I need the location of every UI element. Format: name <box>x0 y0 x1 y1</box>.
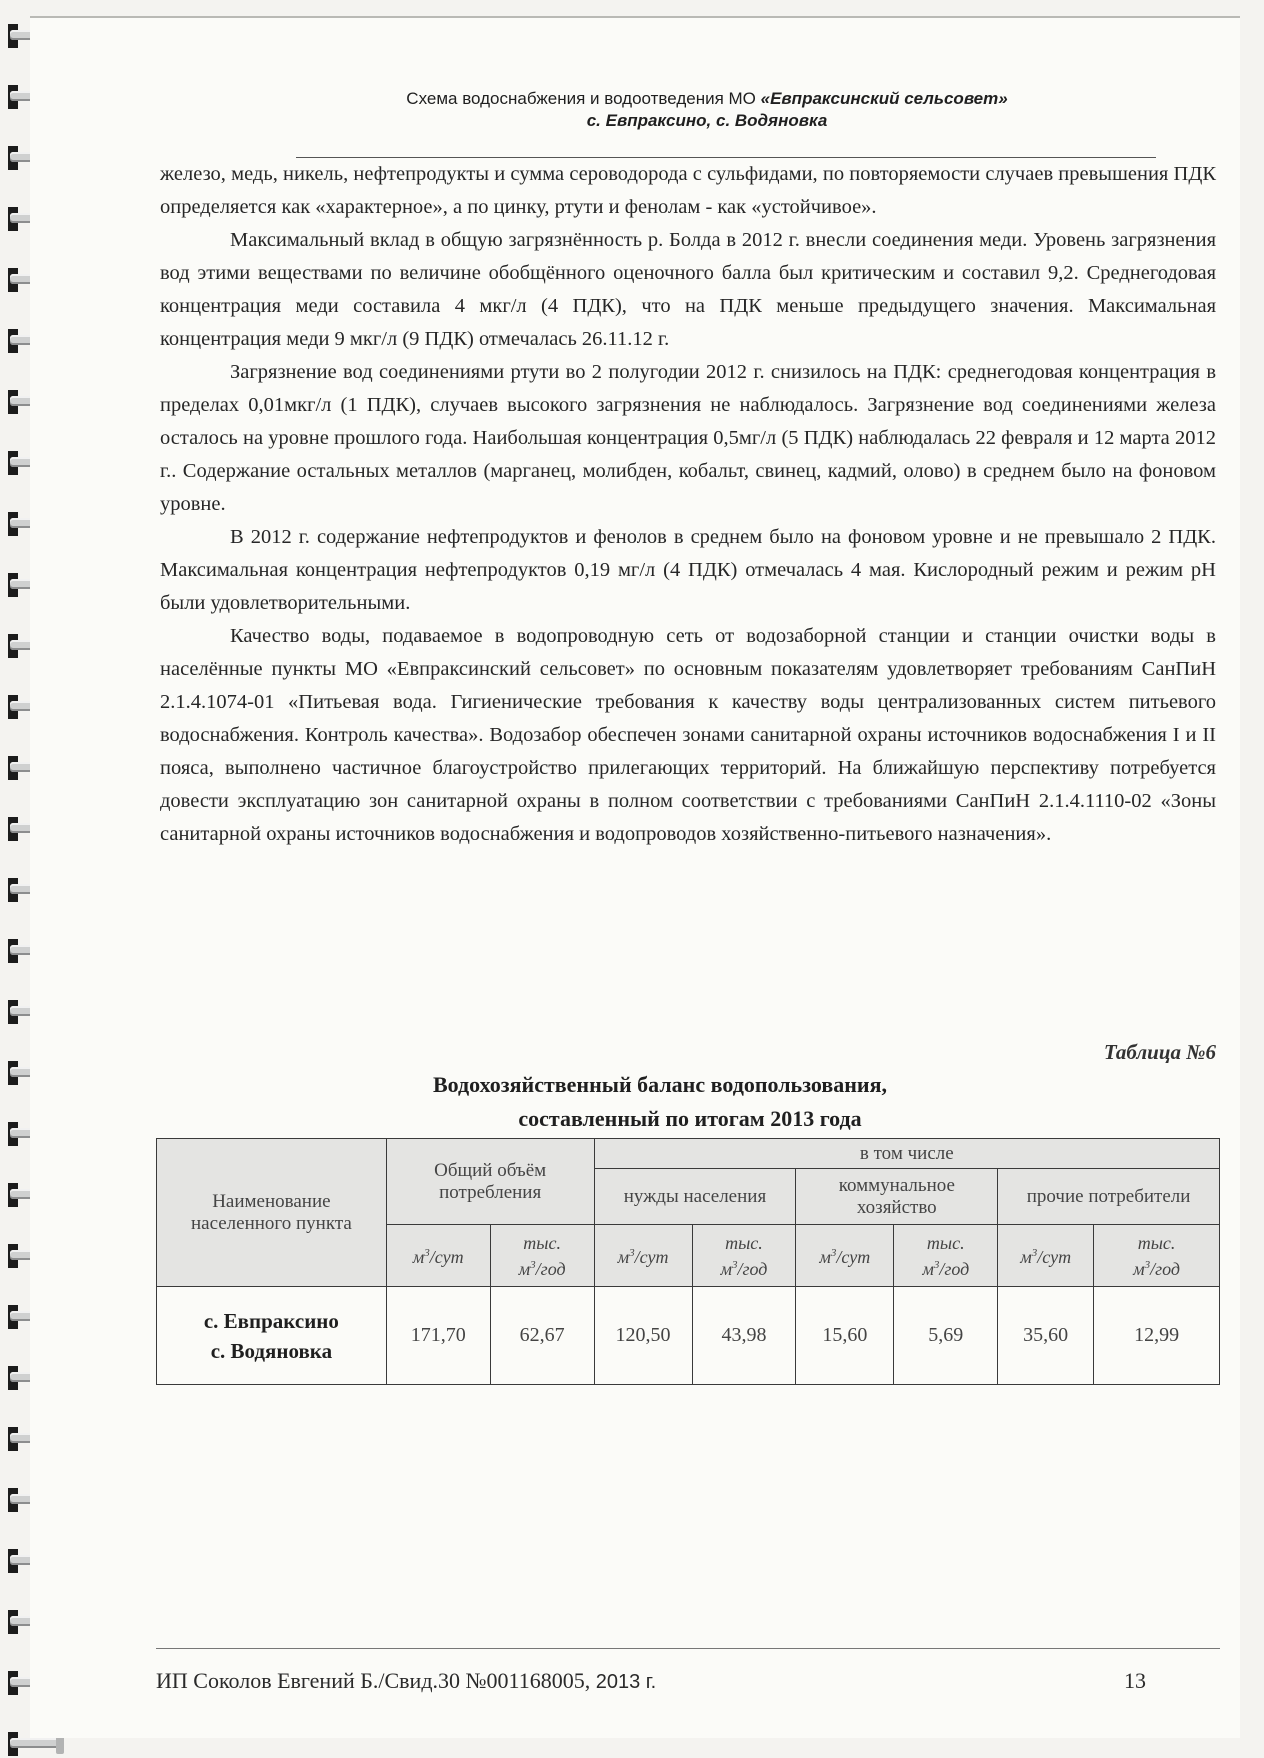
unit-text: /сут <box>836 1247 871 1267</box>
table-title-line: Водохозяйственный баланс водопользования, <box>433 1072 887 1097</box>
value-other-day: 35,60 <box>998 1287 1094 1385</box>
unit-text: м <box>518 1258 531 1279</box>
table-row-place <box>157 1287 387 1385</box>
unit-text: /год <box>535 1258 566 1279</box>
unit-exponent: 3 <box>424 1247 430 1259</box>
unit-exponent: 3 <box>530 1258 536 1271</box>
unit-cubic-meters-per-day <box>796 1225 894 1287</box>
unit-text: /год <box>1150 1258 1181 1279</box>
header-other-consumers: прочие потребители <box>998 1169 1220 1225</box>
header-population-needs: нужды населения <box>594 1169 796 1225</box>
value-communal-year: 5,69 <box>894 1287 998 1385</box>
unit-text: м <box>412 1247 425 1267</box>
unit-exponent: 3 <box>1031 1247 1038 1259</box>
place-name: с. Евпраксино <box>203 1308 339 1333</box>
place-name: с. Водяновка <box>210 1338 333 1363</box>
unit-text: м <box>922 1258 934 1279</box>
body-text <box>160 158 1216 851</box>
unit-text: м <box>1133 1258 1145 1279</box>
paragraph: Качество воды, подаваемое в водопроводную сеть от водозаборной станции и станции очистки воды в населённые пункты МО «Евпраксинский сельсовет» по основным показателям удовлетворяет требованиям СанПиН 2.1.4.1074-01 «Питьевая вода. Гигиенические требования к качеству воды централизованных систем питьевого водоснабжения. Контроль качества». Водозабор обеспечен зонами санитарной охраны источников водоснабжения I и II пояса, выполнено частичное благоустройство прилегающих территорий. На ближайшую перспективу потребуется довести эксплуатацию зон санитарной охраны в полном соответствии с требованиями СанПиН 2.1.4.1110-02 «Зоны санитарной охраны источников водоснабжения и водопроводов хозяйственно-питьевого назначения». <box>160 625 1216 845</box>
water-balance-table <box>156 1138 1220 1385</box>
unit-text: тыс. <box>523 1232 561 1253</box>
unit-text: /сут <box>1037 1247 1072 1267</box>
page-number: 13 <box>1124 1668 1146 1693</box>
header-organization: «Евпраксинский сельсовет» <box>760 89 1008 108</box>
value-other-year: 12,99 <box>1094 1287 1220 1385</box>
value-communal-day: 15,60 <box>796 1287 894 1385</box>
unit-exponent: 3 <box>933 1258 940 1271</box>
header-communal-services: коммунальное хозяйство <box>796 1169 998 1225</box>
unit-cubic-meters-per-day <box>594 1225 692 1287</box>
paragraph: Максимальный вклад в общую загрязнённость р. Болда в 2012 г. внесли соединения меди. Уровень загрязнения вод этими веществами по величине обобщённого оценочного балла был критическим и составил 9,2. Среднегодовая концентрация меди составила 4 мкг/л (4 ПДК), что на ПДК меньше предыдущего значения. Максимальная концентрация меди 9 мкг/л (9 ПДК) отмечалась 26.11.12 г. <box>160 229 1216 350</box>
unit-text: тыс. <box>1137 1232 1176 1253</box>
value-population-day: 120,50 <box>594 1287 692 1385</box>
value-total-year: 62,67 <box>490 1287 594 1385</box>
header-settlements: с. Евпраксино, с. Водяновка <box>586 111 828 130</box>
table-title-line: составленный по итогам 2013 года <box>518 1106 862 1131</box>
unit-exponent: 3 <box>830 1247 837 1259</box>
value-population-year: 43,98 <box>692 1287 796 1385</box>
header-total-consumption: Общий объём потребления <box>386 1139 594 1225</box>
unit-thousand-cubic-meters-per-year <box>692 1225 796 1287</box>
header-including: в том числе <box>594 1139 1219 1169</box>
unit-exponent: 3 <box>1144 1258 1151 1271</box>
unit-text: м <box>617 1247 630 1267</box>
unit-exponent: 3 <box>731 1258 738 1271</box>
unit-text: м <box>819 1247 831 1267</box>
unit-thousand-cubic-meters-per-year <box>490 1225 594 1287</box>
footer-divider <box>156 1648 1220 1649</box>
unit-text: м <box>720 1258 732 1279</box>
footer-author-text: ИП Соколов Евгений Б./Свид.30 №001168005, <box>156 1668 596 1693</box>
paragraph: Загрязнение вод соединениями ртути во 2 полугодии 2012 г. снизилось на ПДК: среднегодовая концентрация в пределах 0,01мкг/л (1 ПДК), случаев высокого загрязнения не наблюдалось. Загрязнение вод соединениями железа осталось на уровне прошлого года. Наибольшая концентрация 0,5мг/л (5 ПДК) наблюдалась 22 февраля и 12 марта 2012 г.. Содержание остальных металлов (марганец, молибден, кобальт, свинец, кадмий, олово) в среднем было на фоновом уровне. <box>160 361 1216 515</box>
unit-cubic-meters-per-day <box>386 1225 490 1287</box>
header-title: Схема водоснабжения и водоотведения МО <box>406 89 761 108</box>
unit-thousand-cubic-meters-per-year <box>894 1225 998 1287</box>
unit-text: м <box>1020 1247 1032 1267</box>
paragraph: В 2012 г. содержание нефтепродуктов и фенолов в среднем было на фоновом уровне и не превышало 2 ПДК. Максимальная концентрация нефтепродуктов 0,19 мг/л (4 ПДК) отмечалась 4 мая. Кислородный режим и режим рН были удовлетворительными. <box>160 526 1216 614</box>
unit-cubic-meters-per-day <box>998 1225 1094 1287</box>
table-title <box>160 1068 1220 1136</box>
unit-text: тыс. <box>725 1232 763 1253</box>
table-number-label: Таблица №6 <box>1103 1040 1216 1064</box>
unit-exponent: 3 <box>629 1247 635 1259</box>
value-total-day: 171,70 <box>386 1287 490 1385</box>
unit-text: /год <box>737 1258 768 1279</box>
unit-text: тыс. <box>926 1232 965 1253</box>
footer-author <box>156 1668 656 1694</box>
page-header <box>292 88 1122 132</box>
unit-text: /сут <box>429 1247 464 1267</box>
paragraph: железо, медь, никель, нефтепродукты и сумма сероводорода с сульфидами, по повторяемости случаев превышения ПДК определяется как «характерное», а по цинку, ртути и фенолам - как «устойчивое». <box>160 163 1216 218</box>
unit-text: /год <box>939 1258 970 1279</box>
unit-thousand-cubic-meters-per-year <box>1094 1225 1220 1287</box>
unit-text: /сут <box>634 1247 669 1267</box>
footer-year: 2013 г. <box>595 1671 657 1693</box>
header-place: Наименование населенного пункта <box>157 1139 387 1287</box>
